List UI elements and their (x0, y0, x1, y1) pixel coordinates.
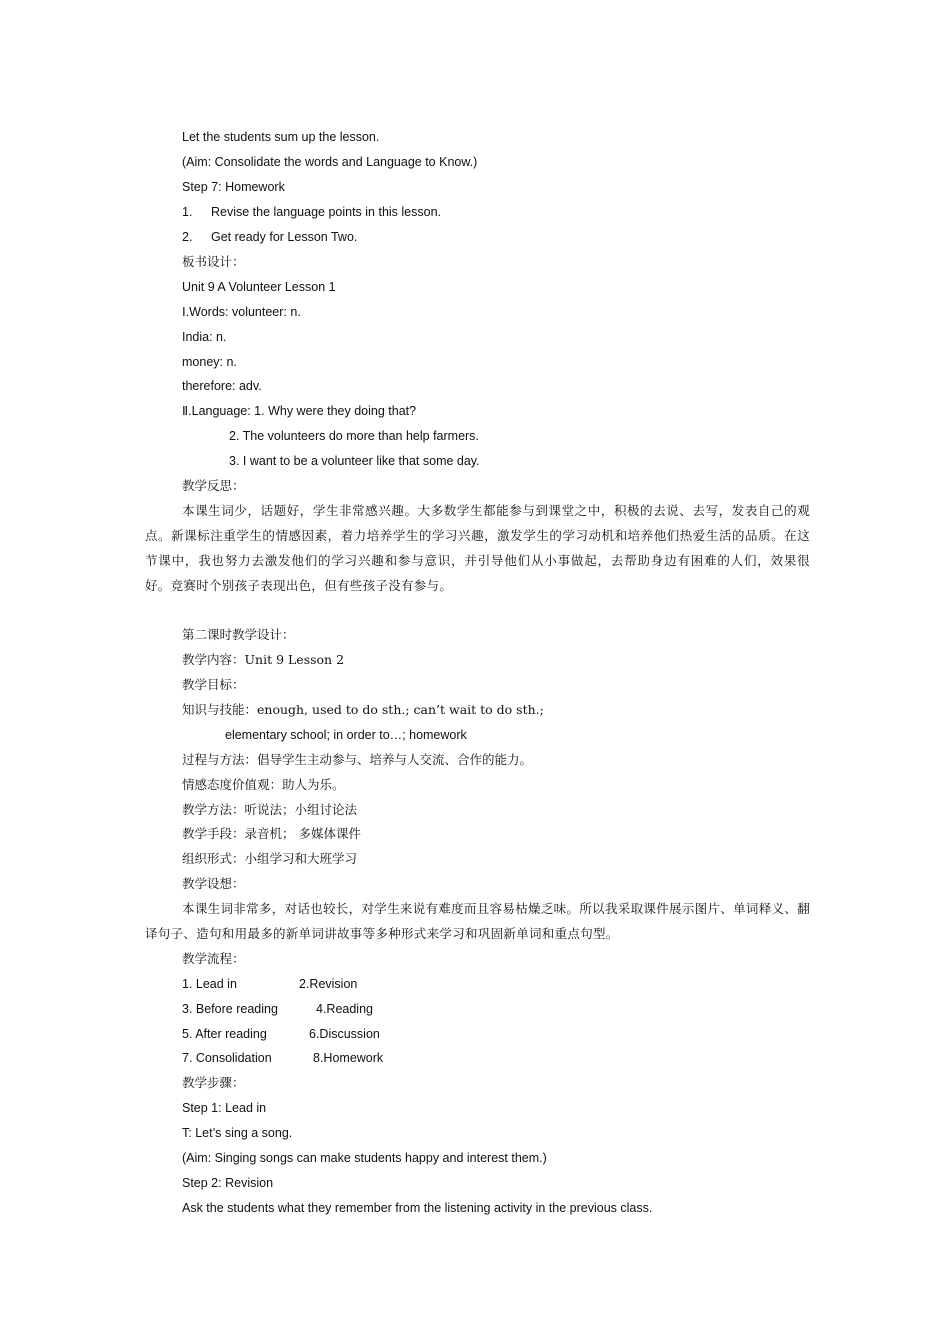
flow-item: 8.Homework (313, 1051, 384, 1065)
lesson2-means: 教学手段：录音机； 多媒体课件 (182, 826, 361, 841)
flow-row (182, 976, 357, 992)
flow-item: 1. Lead in (182, 977, 237, 991)
step1-song: T: Let’s sing a song. (182, 1126, 293, 1140)
sum-up-line: Let the students sum up the lesson. (182, 130, 380, 144)
step2-heading: Step 2: Revision (182, 1176, 274, 1190)
lesson2-organization: 组织形式：小组学习和大班学习 (182, 851, 358, 866)
board-unit-title: Unit 9 A Volunteer Lesson 1 (182, 280, 336, 294)
homework-item-text: Get ready for Lesson Two. (211, 230, 358, 244)
aim-line: (Aim: Consolidate the words and Language to Know.) (182, 155, 478, 169)
board-words: Ⅰ.Words: volunteer: n. (182, 305, 301, 319)
homework-item (182, 229, 357, 245)
homework-item (182, 204, 441, 220)
lesson2-content: 教学内容：Unit 9 Lesson 2 (182, 652, 345, 667)
flow-item: 2.Revision (299, 977, 358, 991)
homework-item-text: Revise the language points in this lesson. (211, 205, 442, 219)
board-word-money: money: n. (182, 355, 237, 369)
lesson2-knowledge: 知识与技能：enough, used to do sth.; can’t wait to do sth.; (182, 702, 544, 717)
lesson2-idea-paragraph: 本课生词非常多，对话也较长，对学生来说有难度而且容易枯燥乏味。所以我采取课件展示图片、单词释义、翻译句子、造句和用最多的新单词讲故事等多种形式来学习和巩固新单词和重点句型。 (145, 901, 810, 941)
step1-aim: (Aim: Singing songs can make students happy and interest them.) (182, 1151, 547, 1165)
homework-item-number: 1. (182, 205, 193, 219)
lesson2-steps-heading: 教学步骤： (182, 1075, 245, 1090)
step1-heading: Step 1: Lead in (182, 1101, 267, 1115)
lesson2-method: 教学方法：听说法；小组讨论法 (182, 802, 358, 817)
lesson2-flow-heading: 教学流程： (182, 951, 245, 966)
flow-item: 3. Before reading (182, 1002, 278, 1016)
reflection-heading: 教学反思： (182, 478, 245, 493)
flow-row (182, 1026, 380, 1042)
lesson2-goals-heading: 教学目标： (182, 677, 245, 692)
board-word-india: India: n. (182, 330, 227, 344)
lesson2-knowledge-cont: elementary school; in order to…; homework (225, 728, 467, 742)
flow-row (182, 1050, 383, 1066)
board-design-heading: 板书设计： (182, 254, 245, 269)
flow-item: 5. After reading (182, 1027, 267, 1041)
lesson2-idea-heading: 教学设想： (182, 876, 245, 891)
homework-item-number: 2. (182, 230, 193, 244)
lesson2-attitude: 情感态度价值观：助人为乐。 (182, 777, 345, 792)
reflection-paragraph: 本课生词少，话题好，学生非常感兴趣。大多数学生都能参与到课堂之中，积极的去说、去写，发表自己的观点。新课标注重学生的情感因素，着力培养学生的学习兴趣，激发学生的学习动机和培养他们热爱生活的品质。在这节课中，我也努力去激发他们的学习兴趣和参与意识，并引导他们从小事做起，去帮助身边有困难的人们，效果很好。竞赛时个别孩子表现出色，但有些孩子没有参与。 (145, 503, 810, 593)
flow-row (182, 1001, 373, 1017)
flow-item: 4.Reading (316, 1002, 373, 1016)
lesson2-heading: 第二课时教学设计： (182, 627, 295, 642)
flow-item: 6.Discussion (309, 1027, 380, 1041)
board-language-item: 2. The volunteers do more than help farmers. (229, 429, 479, 443)
board-language-item: 3. I want to be a volunteer like that some day. (229, 454, 480, 468)
board-language: Ⅱ.Language: 1. Why were they doing that? (182, 404, 417, 418)
step2-ask: Ask the students what they remember from the listening activity in the previous class. (182, 1201, 653, 1215)
lesson2-process: 过程与方法：倡导学生主动参与、培养与人交流、合作的能力。 (182, 752, 533, 767)
flow-item: 7. Consolidation (182, 1051, 272, 1065)
board-word-therefore: therefore: adv. (182, 379, 262, 393)
step7-heading: Step 7: Homework (182, 180, 285, 194)
